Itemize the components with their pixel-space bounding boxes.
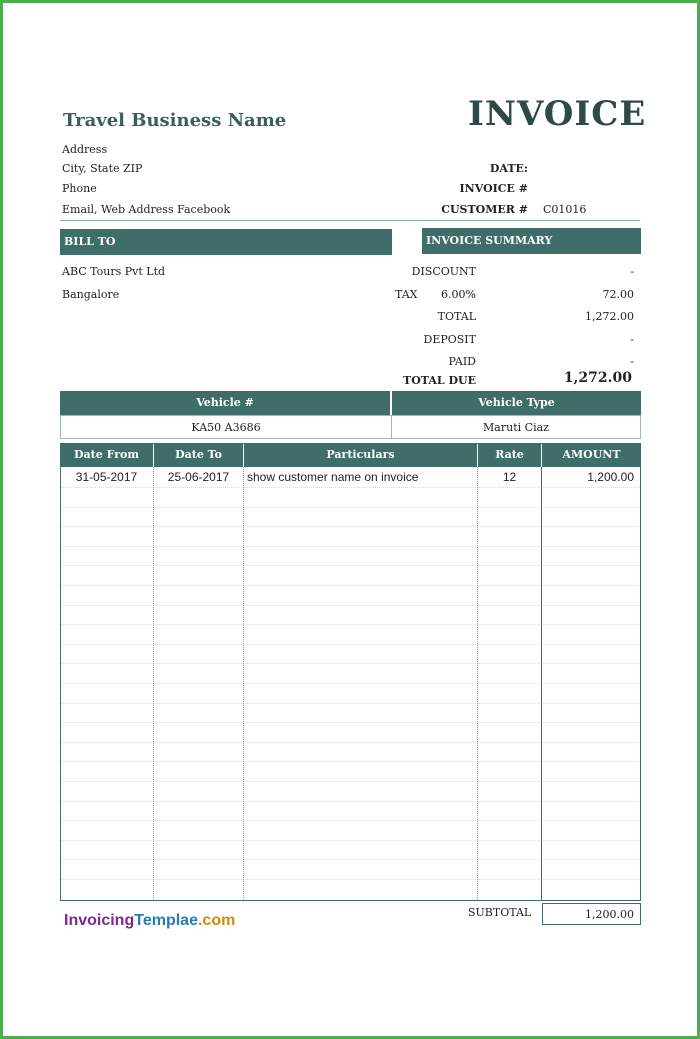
- logo-segment: Invoicing: [64, 912, 135, 929]
- discount-label: DISCOUNT: [411, 265, 476, 278]
- row-line: [61, 663, 640, 664]
- tax-rate: 6.00%: [441, 288, 476, 301]
- row-line: [61, 624, 640, 625]
- col-divider: [243, 467, 244, 900]
- row-line: [61, 820, 640, 821]
- vehicle-number-header: Vehicle #: [60, 391, 390, 415]
- row-line: [61, 487, 640, 488]
- total-due-value: 1,272.00: [563, 370, 632, 386]
- total-label: TOTAL: [437, 310, 476, 323]
- row-line: [61, 644, 640, 645]
- customer-number-value: C01016: [543, 203, 587, 216]
- logo-segment: Templae: [134, 912, 198, 929]
- total-value: 1,272.00: [585, 310, 634, 323]
- header-divider: [60, 220, 640, 221]
- tax-label: TAX: [395, 288, 418, 301]
- row-rate: 12: [502, 470, 517, 484]
- col-rate: Rate: [478, 443, 541, 467]
- row-line: [61, 703, 640, 704]
- row-line: [61, 801, 640, 802]
- row-line: [61, 840, 640, 841]
- total-due-label: TOTAL DUE: [403, 374, 476, 387]
- vehicle-number-cell: KA50 A3686: [60, 415, 392, 439]
- row-amount: 1,200.00: [587, 470, 634, 484]
- row-line: [61, 683, 640, 684]
- row-line: [61, 546, 640, 547]
- invoice-number-label: INVOICE #: [459, 182, 528, 195]
- row-line: [61, 879, 640, 880]
- discount-value: -: [630, 265, 634, 278]
- row-line: [61, 742, 640, 743]
- invoicing-template-logo[interactable]: [64, 912, 235, 930]
- vehicle-type-header: Vehicle Type: [392, 391, 641, 415]
- row-line: [61, 526, 640, 527]
- col-divider: [153, 467, 154, 900]
- business-name: Travel Business Name: [63, 110, 287, 131]
- col-particulars: Particulars: [244, 443, 477, 467]
- items-table: [60, 443, 641, 901]
- row-line: [61, 507, 640, 508]
- row-line: [61, 565, 640, 566]
- col-divider: [541, 467, 542, 900]
- subtotal-value: 1,200.00: [585, 908, 634, 921]
- business-phone: Phone: [62, 182, 97, 195]
- row-line: [61, 781, 640, 782]
- paid-value: -: [630, 355, 634, 368]
- row-line: [61, 585, 640, 586]
- date-label: DATE:: [489, 162, 528, 175]
- row-line: [61, 605, 640, 606]
- customer-number-label: CUSTOMER #: [441, 203, 528, 216]
- logo-segment: .com: [197, 912, 236, 929]
- subtotal-label: SUBTOTAL: [468, 906, 532, 919]
- deposit-value: -: [630, 333, 634, 346]
- tax-value: 72.00: [602, 288, 634, 301]
- business-city: City, State ZIP: [62, 162, 143, 175]
- col-divider: [477, 467, 478, 900]
- row-date-to: 25-06-2017: [167, 470, 230, 484]
- business-address: Address: [62, 143, 108, 156]
- business-email: Email, Web Address Facebook: [62, 203, 231, 216]
- col-amount: AMOUNT: [542, 443, 641, 467]
- row-particulars: show customer name on invoice: [247, 470, 419, 484]
- row-line: [61, 722, 640, 723]
- bill-to-header: BILL TO: [60, 229, 392, 255]
- bill-to-name: ABC Tours Pvt Ltd: [62, 265, 166, 278]
- vehicle-type-cell: Maruti Ciaz: [391, 415, 641, 439]
- bill-to-city: Bangalore: [62, 288, 120, 301]
- deposit-label: DEPOSIT: [423, 333, 476, 346]
- col-date-from: Date From: [60, 443, 153, 467]
- row-date-from: 31-05-2017: [75, 470, 138, 484]
- paid-label: PAID: [448, 355, 476, 368]
- row-line: [61, 859, 640, 860]
- invoice-title: INVOICE: [468, 94, 647, 134]
- col-date-to: Date To: [154, 443, 243, 467]
- invoice-summary-header: INVOICE SUMMARY: [422, 228, 641, 254]
- row-line: [61, 761, 640, 762]
